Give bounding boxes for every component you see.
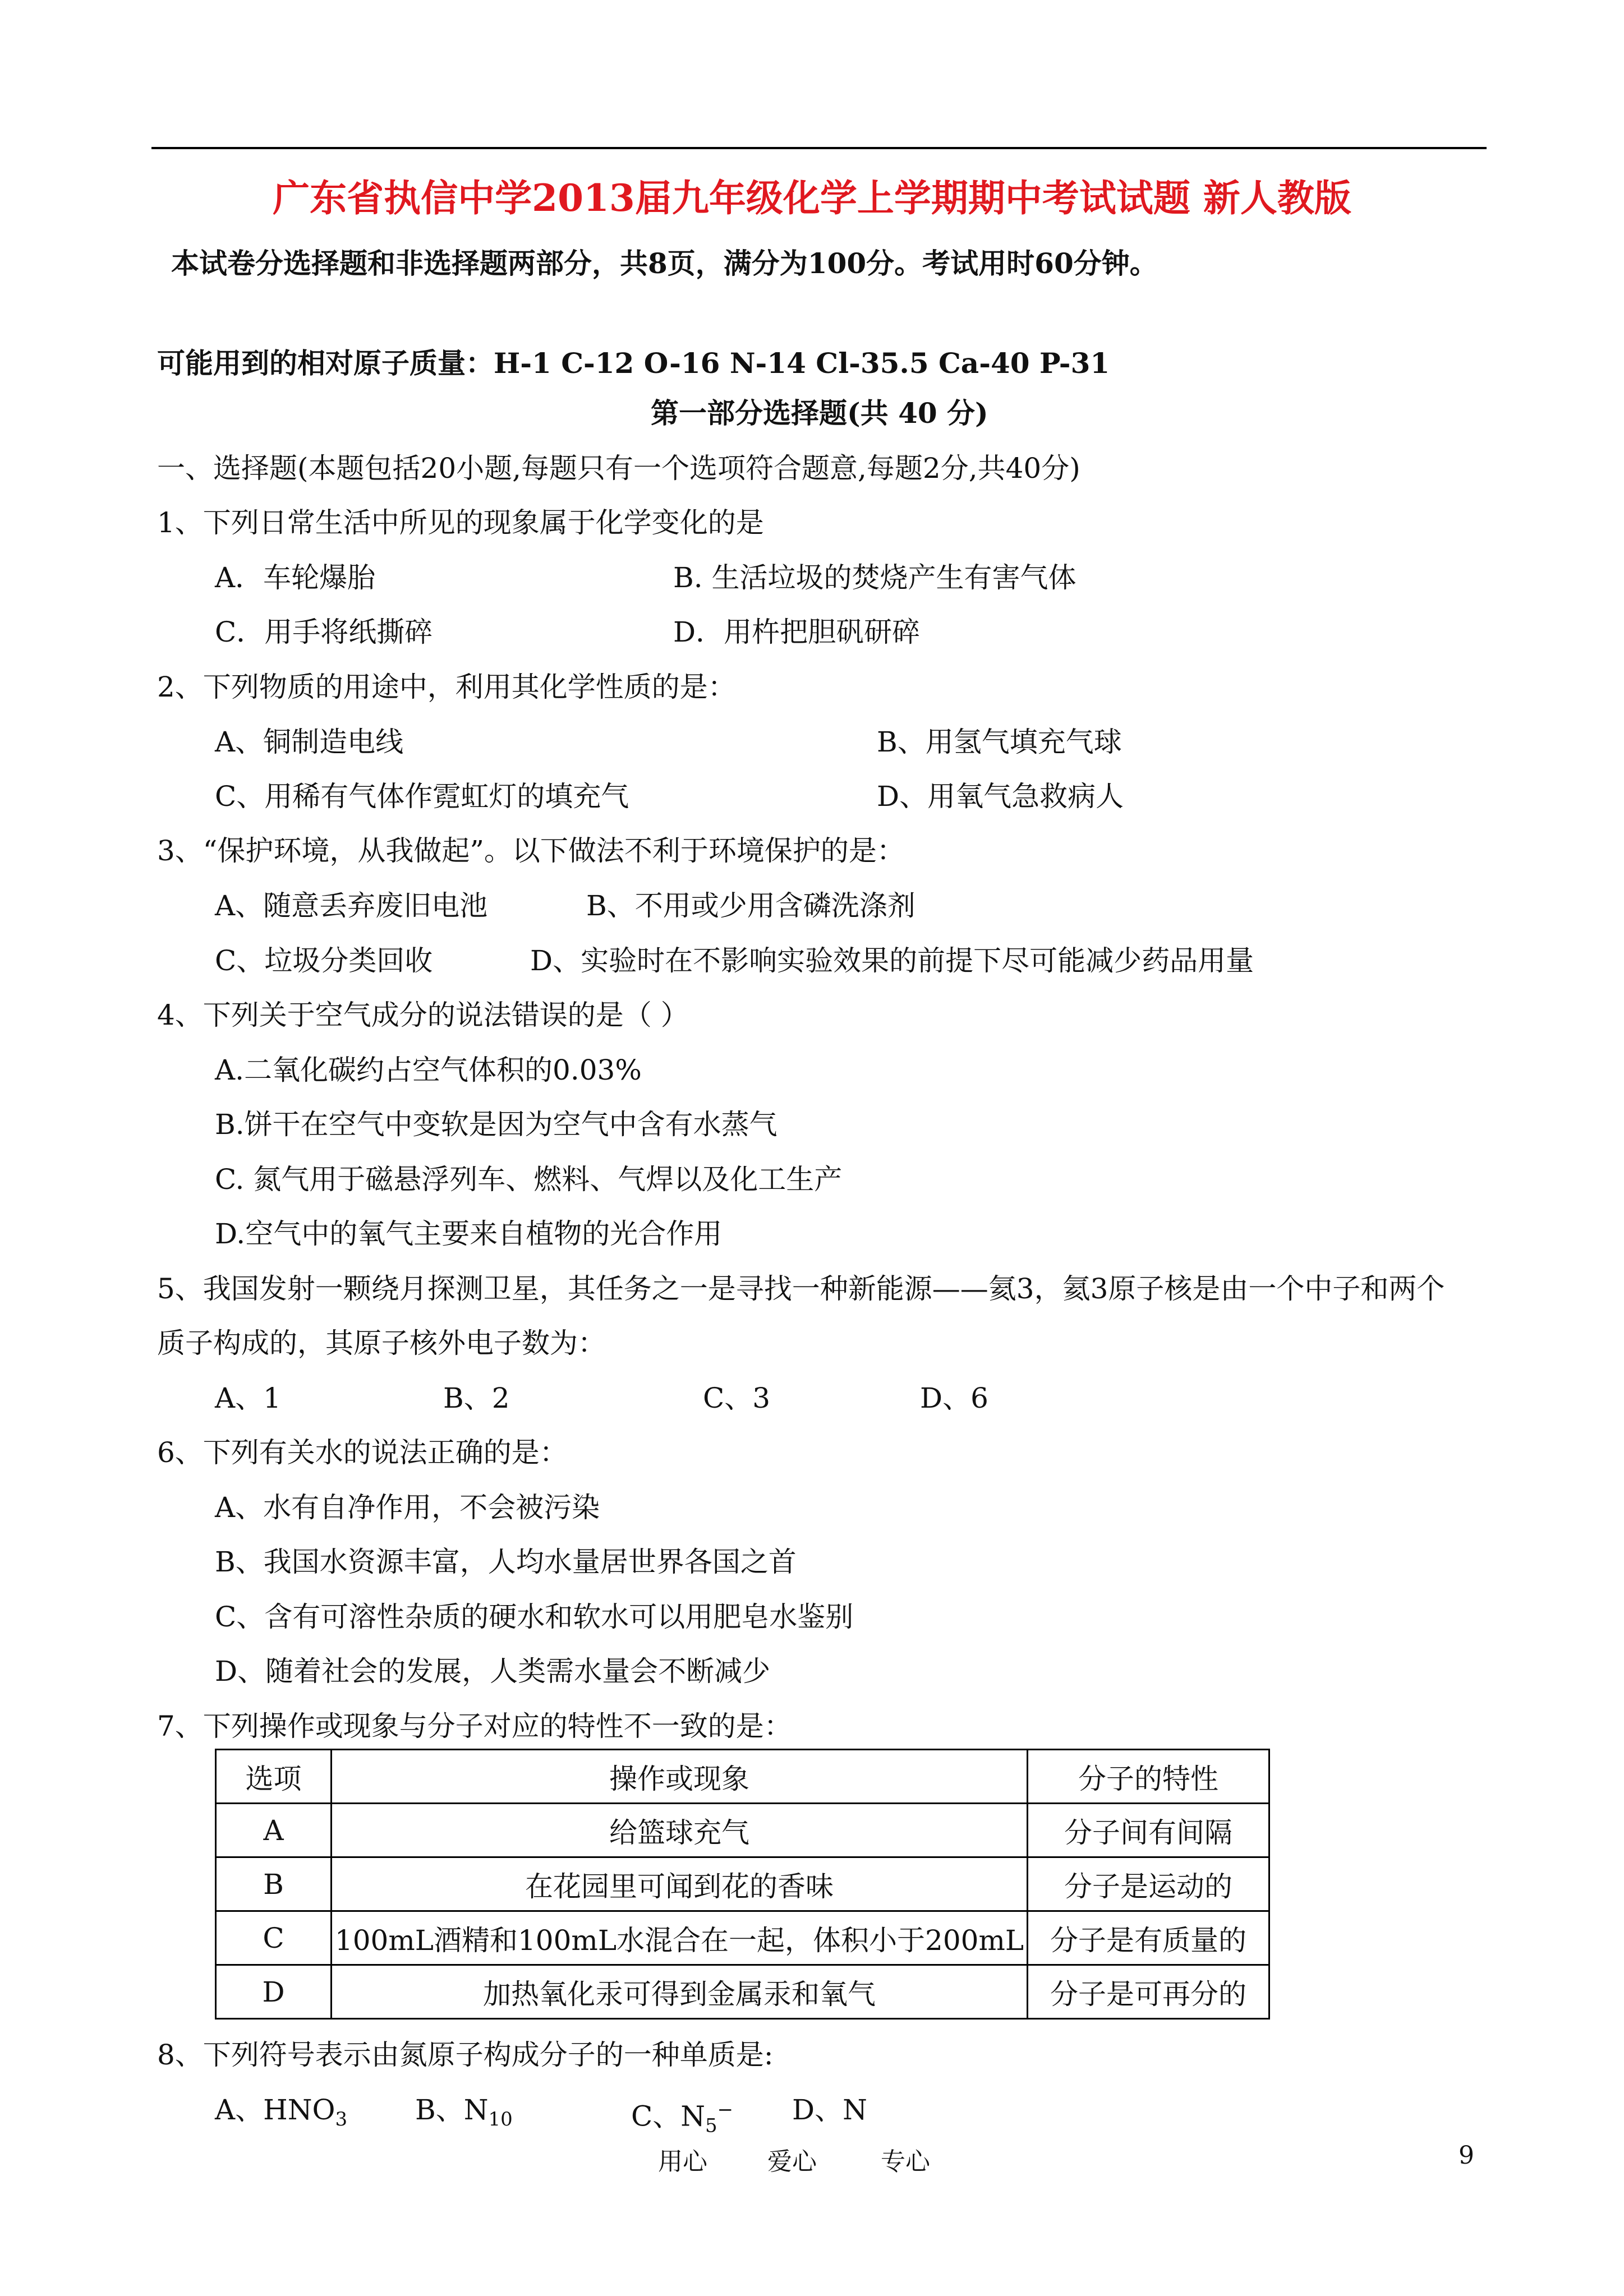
table-header-cell: 操作或现象 (332, 1750, 1028, 1804)
q4-stem: 4、下列关于空气成分的说法错误的是（ ） (157, 999, 689, 1031)
footer-word-2: 爱心 (767, 2147, 817, 2176)
exam-intro: 本试卷分选择题和非选择题两部分，共8页，满分为100分。考试用时60分钟。 (171, 247, 1158, 280)
footer-word-1: 用心 (658, 2147, 707, 2176)
q1-option-b: B. 生活垃圾的焚烧产生有害气体 (673, 561, 1076, 594)
table-row (216, 1911, 1269, 1965)
part1-heading (651, 397, 988, 430)
q4-option-d: D.空气中的氧气主要来自植物的光合作用 (215, 1218, 723, 1250)
table-cell: 分子是有质量的 (1028, 1911, 1269, 1965)
q3-option-c: C、垃圾分类回收 (215, 944, 433, 977)
table-row (216, 1965, 1269, 2019)
q4-option-a: A.二氧化碳约占空气体积的0.03% (215, 1054, 642, 1086)
table-cell: B (216, 1857, 332, 1911)
table-header-cell: 分子的特性 (1028, 1750, 1269, 1804)
table-row (216, 1857, 1269, 1911)
q2-option-a: A、铜制造电线 (215, 726, 404, 758)
atomic-masses: 可能用到的相对原子质量：H-1 C-12 O-16 N-14 Cl-35.5 Ca-40 P-31 (157, 347, 1110, 380)
q6-option-d: D、随着社会的发展，人类需水量会不断减少 (215, 1655, 771, 1688)
table-cell: 分子间有间隔 (1028, 1804, 1269, 1857)
q6-option-b: B、我国水资源丰富，人均水量居世界各国之首 (215, 1546, 797, 1578)
q8-option-d: D、N (792, 2094, 867, 2126)
q8-option-b-subscript: 10 (488, 2108, 513, 2131)
table-header-cell: 选项 (216, 1750, 332, 1804)
page-title: 广东省执信中学2013届九年级化学上学期期中考试试题 新人教版 (273, 176, 1351, 220)
table-row (216, 1804, 1269, 1857)
q2-option-c: C、用稀有气体作霓虹灯的填充气 (215, 780, 629, 813)
q5-option-d: D、6 (920, 1382, 988, 1414)
q4-option-b: B.饼干在空气中变软是因为空气中含有水蒸气 (215, 1108, 778, 1141)
q5-option-a: A、1 (215, 1382, 281, 1414)
q1-option-a: A．车轮爆胎 (215, 561, 376, 594)
table-cell: 100mL酒精和100mL水混合在一起，体积小于200mL (332, 1911, 1028, 1965)
table-header-row (216, 1750, 1269, 1804)
q1-stem: 1、下列日常生活中所见的现象属于化学变化的是 (157, 506, 764, 539)
table-cell: D (216, 1965, 332, 2019)
q8-option-a (215, 2093, 347, 2136)
table-cell: C (216, 1911, 332, 1965)
table-cell: A (216, 1804, 332, 1857)
footer-word-3: 专心 (881, 2147, 930, 2176)
q3-option-b: B、不用或少用含磷洗涤剂 (586, 889, 915, 922)
header-rule (151, 147, 1487, 149)
q8-option-c (631, 2093, 733, 2143)
q2-option-d: D、用氧气急救病人 (877, 780, 1124, 813)
q7-stem: 7、下列操作或现象与分子对应的特性不一致的是： (157, 1710, 792, 1742)
q1-option-c: C．用手将纸撕碎 (215, 616, 433, 648)
q5-stem-line1: 5、我国发射一颗绕月探测卫星，其任务之一是寻找一种新能源——氦3，氦3原子核是由一个中子和两个 (157, 1273, 1445, 1305)
q4-option-c: C. 氮气用于磁悬浮列车、燃料、气焊以及化工生产 (215, 1163, 843, 1196)
q8-option-b-text: B、N (415, 2094, 489, 2126)
q3-option-d: D、实验时在不影响实验效果的前提下尽可能减少药品用量 (530, 944, 1254, 977)
table-cell: 分子是运动的 (1028, 1857, 1269, 1911)
q8-option-b (415, 2093, 513, 2136)
q8-stem: 8、下列符号表示由氮原子构成分子的一种单质是: (157, 2039, 774, 2071)
q5-option-c: C、3 (703, 1382, 771, 1414)
q6-stem: 6、下列有关水的说法正确的是： (157, 1436, 568, 1469)
q5-option-b: B、2 (443, 1382, 510, 1414)
q3-stem: 3、“保护环境，从我做起”。以下做法不利于环境保护的是： (157, 835, 905, 867)
q3-option-a: A、随意丢弃废旧电池 (215, 889, 488, 922)
q6-option-c: C、含有可溶性杂质的硬水和软水可以用肥皂水鉴别 (215, 1601, 854, 1633)
q6-option-a: A、水有自净作用，不会被污染 (215, 1491, 600, 1524)
q8-option-c-subscript: 5 (705, 2114, 717, 2137)
q7-table (215, 1749, 1270, 2020)
q5-stem-line2: 质子构成的，其原子核外电子数为： (157, 1327, 606, 1359)
q8-option-c-text: C、N (631, 2100, 706, 2133)
q8-option-a-subscript: 3 (335, 2108, 348, 2131)
table-cell: 分子是可再分的 (1028, 1965, 1269, 2019)
q8-option-a-text: A、HNO (215, 2094, 335, 2126)
q8-option-c-superscript: − (717, 2099, 734, 2121)
section1-instructions: 一、选择题(本题包括20小题,每题只有一个选项符合题意,每题2分,共40分) (157, 452, 1080, 485)
table-cell: 给篮球充气 (332, 1804, 1028, 1857)
page-number: 9 (1459, 2141, 1474, 2170)
part1-heading-text: 第一部分选择题(共 40 分) (651, 397, 988, 430)
table-cell: 在花园里可闻到花的香味 (332, 1857, 1028, 1911)
q1-option-d: D．用杵把胆矾研碎 (673, 616, 921, 648)
table-cell: 加热氧化汞可得到金属汞和氧气 (332, 1965, 1028, 2019)
q2-option-b: B、用氢气填充气球 (877, 726, 1122, 758)
q2-stem: 2、下列物质的用途中，利用其化学性质的是： (157, 671, 736, 703)
